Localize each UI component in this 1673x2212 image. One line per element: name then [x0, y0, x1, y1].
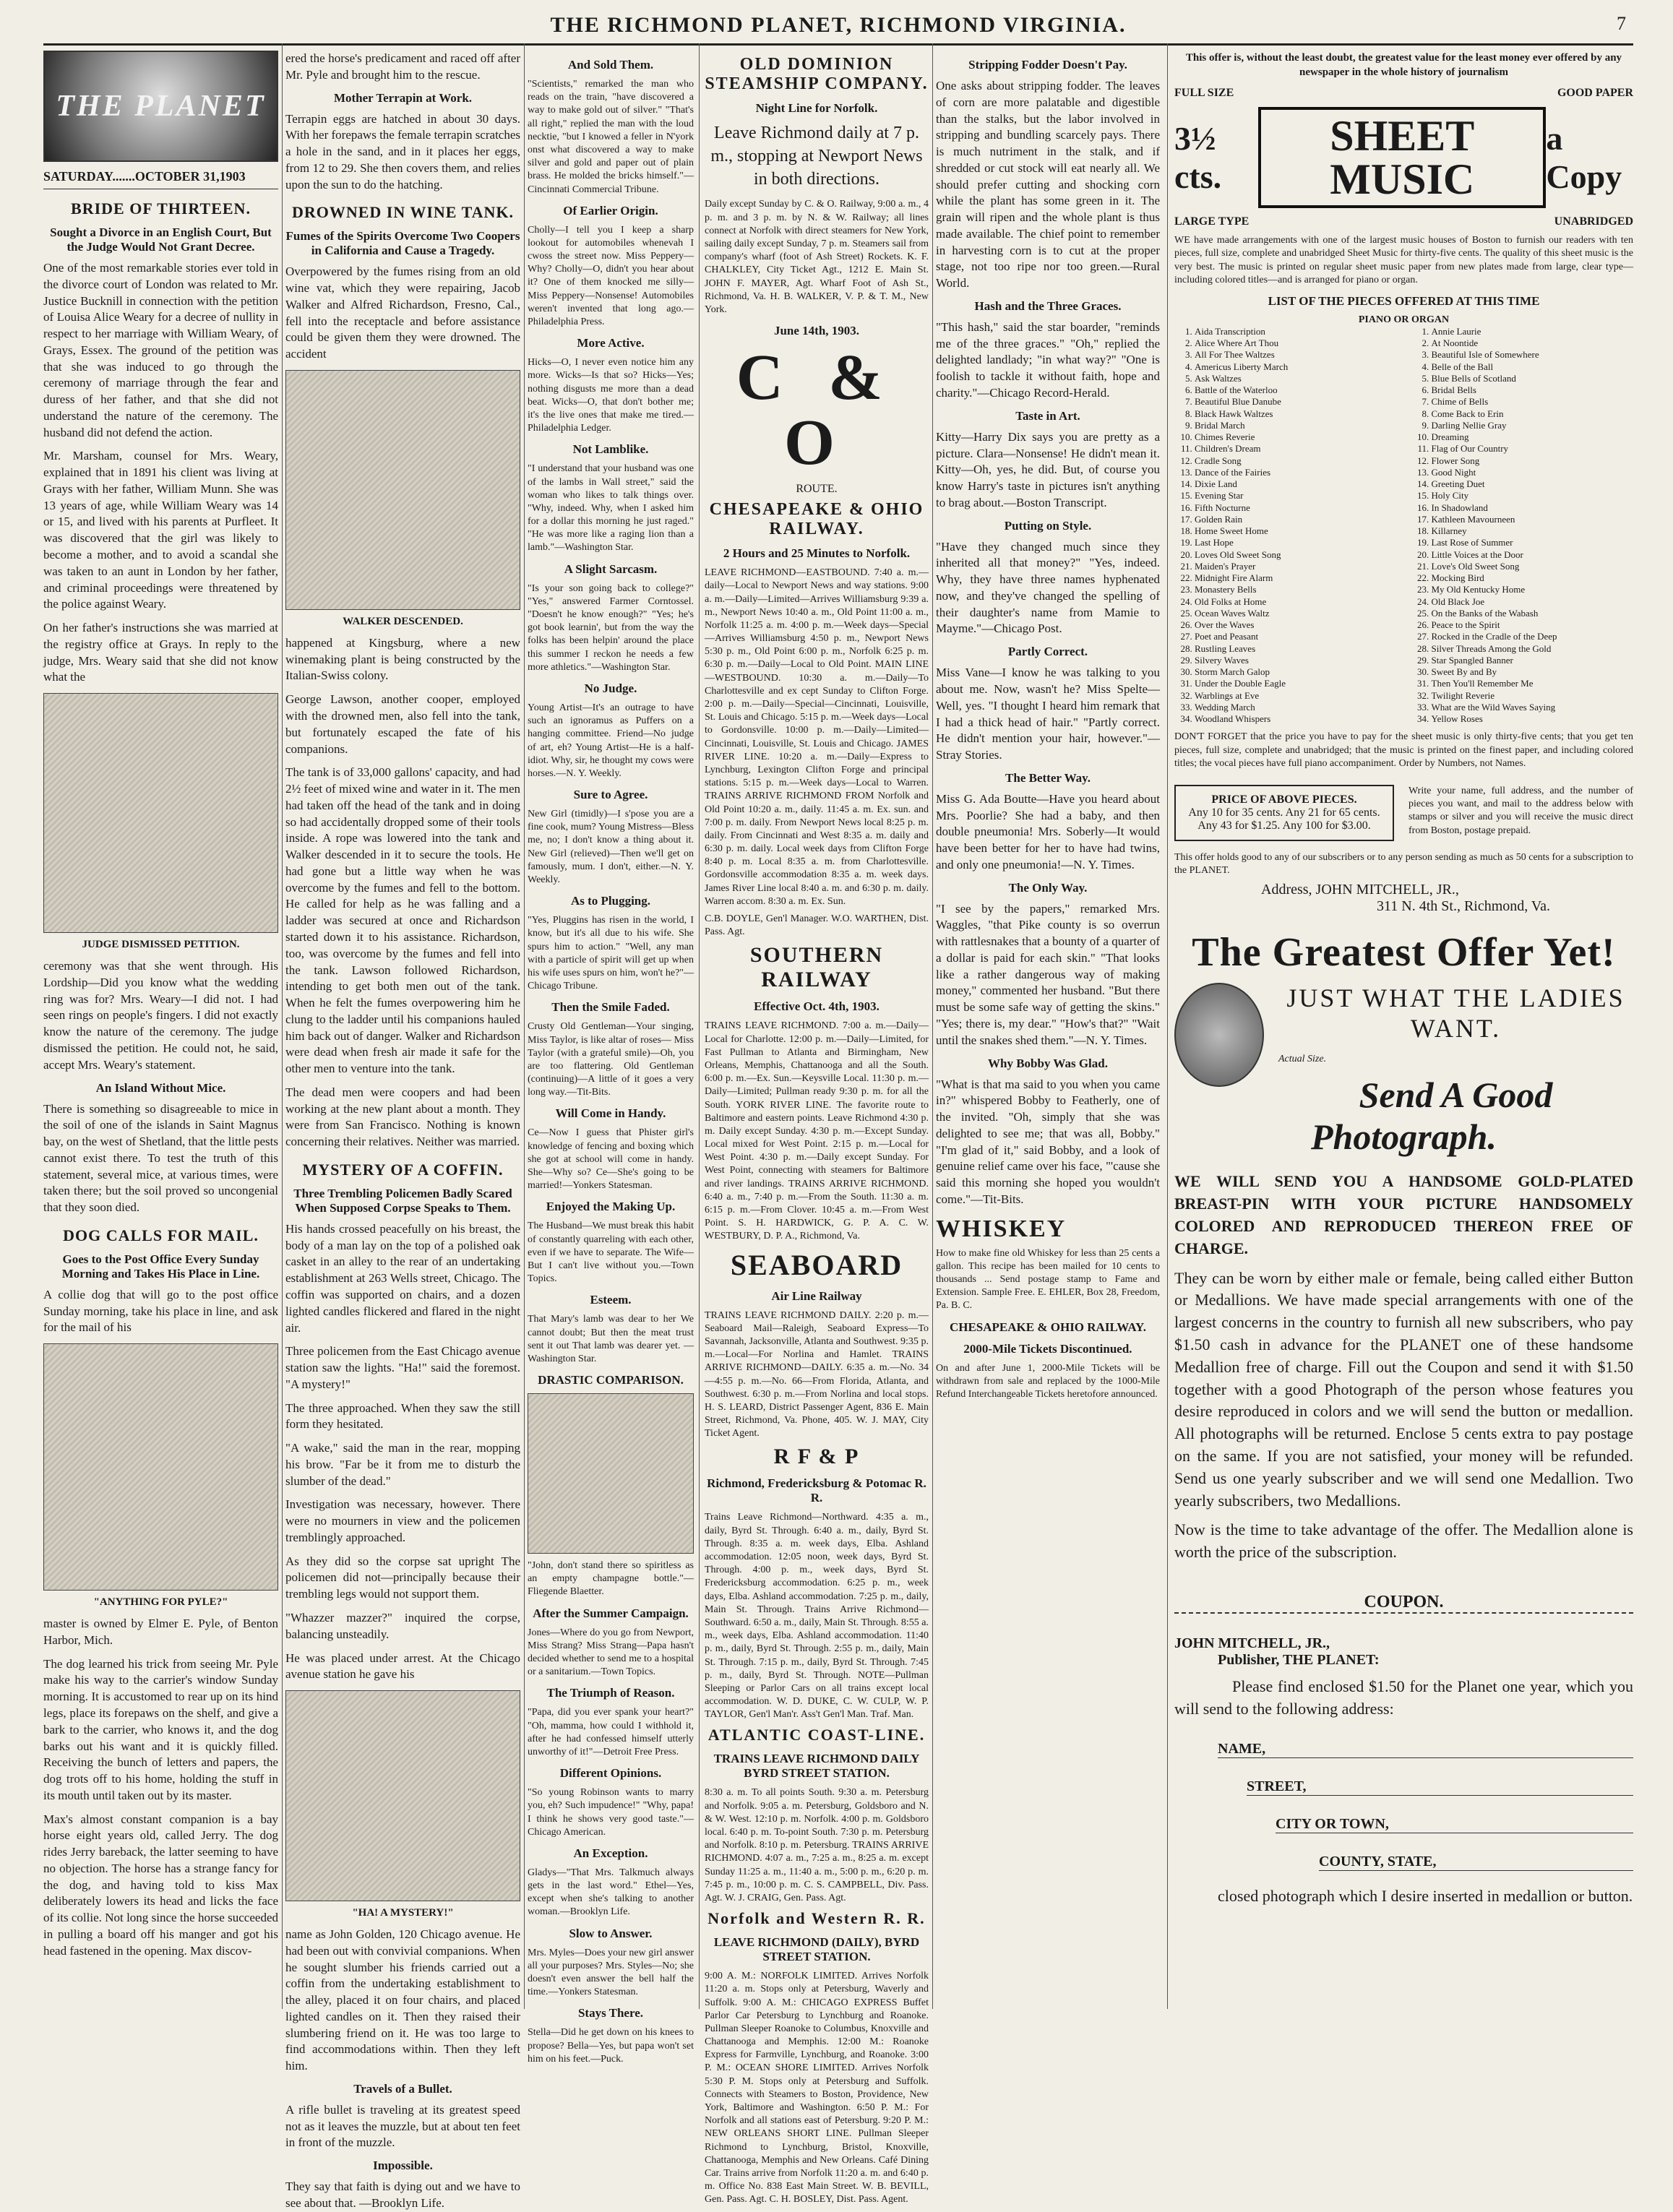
music-list-item: 30. Sweet By and By	[1432, 666, 1634, 678]
subheadline: Fumes of the Spirits Overcome Two Coopers in California and Cause a Tragedy.	[285, 229, 520, 258]
paragraph: "Whazzer mazzer?" inquired the corpse, balancing unsteadily.	[285, 1611, 520, 1641]
planet-logo	[43, 51, 278, 162]
music-list-item: 22. Mocking Bird	[1432, 572, 1634, 584]
coupon-end: closed photograph which I desire inserted in medallion or button.	[1218, 1886, 1633, 1905]
whiskey-title: WHISKEY	[936, 1215, 1067, 1242]
music-list-item: 5. Blue Bells of Scotland	[1432, 373, 1634, 384]
paragraph: "This hash," said the star boarder, "reminds me of the three graces." "Oh," replied the delighted landlady; "in what way?" "One is foolish to tackle it without faith, hope and charity."—Chicago Record-Herald.	[936, 319, 1160, 400]
column-divider	[1167, 43, 1168, 2009]
subheadline: Three Trembling Policemen Badly Scared When Supposed Corpse Speaks to Them.	[293, 1186, 512, 1215]
write-note: Write your name, full address, and the number of pieces you want, and mail to the address below with stamps or silver and you will receive the music direct from Boston, postage prepaid.	[1408, 786, 1633, 836]
joke-title: Sure to Agree.	[573, 788, 648, 802]
column-1	[43, 51, 278, 2009]
masthead-title: THE RICHMOND PLANET, RICHMOND VIRGINIA.	[550, 13, 1127, 37]
music-list-item: 15. Evening Star	[1195, 490, 1397, 502]
paragraph: One of the most remarkable stories ever told in the divorce court of London was related to Mr. Justice Bucknill in connection with the petition of Louisa Alice Weary for a decree of nullity in respect to her marriage with William Weary, of Grays, Essex. The ground of the petition was that she was induced to go through the ceremony of marriage through the fear and duress of her father, and that she did not understand the nature of the ceremony. The husband did not defend the action.	[43, 261, 278, 439]
paragraph: Miss Vane—I know he was talking to you about me. Now, wasn't he? Miss Spelte—Well, yes. "I thought I heard him remark that I had a thick head of hair." "Partly correct. He didn't mention your hair, however."—Stray Stories.	[936, 666, 1160, 762]
headline: Impossible.	[373, 2159, 433, 2173]
headline: DOG CALLS FOR MAIL.	[63, 1226, 259, 1244]
paragraph: His hands crossed peacefully on his breast, the body of a man lay on the top of a polished oak casket in an alley to the rear of an undertaking establishment at 263 Wells street, Chicago. The coffin was supported on chairs, and a dozen lighted candles flickered and flared in the night air.	[285, 1221, 520, 1335]
offer-photo-heading: Send A Good Photograph.	[1310, 1075, 1553, 1158]
schedule-date: June 14th, 1903.	[773, 324, 860, 338]
music-list-item: 4. Belle of the Ball	[1432, 361, 1634, 373]
co-route: ROUTE.	[796, 483, 838, 496]
notice-subtitle: 2000-Mile Tickets Discontinued.	[963, 1341, 1132, 1356]
price-label: 3½ cts.	[1174, 120, 1222, 196]
music-list-item: 18. Killarney	[1432, 525, 1634, 537]
timetable: 8:30 a. m. To all points South. 9:30 a. m. Petersburg and Norfolk. 9:05 a. m. Petersburg, Goldsboro and N. & W. West. 12:10 p. m. Norfolk. 4:00 p. m. Goldsboro local. 6:40 p. m. To-point South. 7:30 p. m. Petersburg and Norfolk. 8:10 p. m. Petersburg. TRAINS ARRIVE RICHMOND. 4:07 a. m., 7:25 a. m., 8:25 a. m. except Sunday 11:25 a. m., 11:40 a. m., 5:00 p. m., 6:20 p. m. 7:45 p. m., 10:00 p. m. C. S. CAMPBELL, Div. Pass. Agt. W. J. CRAIG, Gen. Pass. Agt.	[705, 1787, 929, 1903]
music-list-item: 34. Woodland Whispers	[1195, 713, 1397, 725]
ad-main: Leave Richmond daily at 7 p. m., stopping at Newport News in both directions.	[710, 124, 923, 189]
joke-text: Young Artist—It's an outrage to have such an ignoramus as Puffers on a hanging committee. Friend—No judge of art, eh? Young Artist—He is a half-idiot. Why, sir, he thought my cows were horses.—N. Y. Weekly.	[528, 702, 694, 779]
headline: Mother Terrapin at Work.	[333, 90, 473, 105]
paragraph: A collie dog that will go to the post office Sunday morning, take his place in line, and ask for the mail of his	[43, 1287, 278, 1335]
joke-text: Stella—Did he get down on his knees to propose? Bella—Yes, but papa won't set him on his feet.—Puck.	[528, 2027, 694, 2065]
nw-subtitle: LEAVE RICHMOND (DAILY), BYRD STREET STATION.	[713, 1935, 920, 1964]
column-3	[528, 51, 694, 2065]
joke-title: Stays There.	[577, 2006, 644, 2021]
music-list-item: 21. Maiden's Prayer	[1195, 561, 1397, 572]
price-box	[1174, 785, 1394, 841]
music-list-item: 1. Aida Transcription	[1195, 326, 1397, 337]
coupon-body: Please find enclosed $1.50 for the Planet one year, which you will send to the following address:	[1174, 1677, 1633, 1718]
music-list-item: 7. Chime of Bells	[1432, 396, 1634, 408]
music-list-item: 26. Peace to the Spirit	[1432, 619, 1634, 631]
article-title: Partly Correct.	[1007, 645, 1088, 659]
address-street: 311 N. 4th St., Richmond, Va.	[1377, 898, 1551, 915]
music-list-item: 34. Yellow Roses	[1432, 713, 1634, 725]
rfp-subtitle: Richmond, Fredericksburg & Potomac R. R.	[707, 1476, 926, 1505]
paragraph: A rifle bullet is traveling at its greatest speed not as it leaves the muzzle, but at about ten feet in front of the muzzle.	[285, 2102, 520, 2150]
music-list-item: 11. Flag of Our Country	[1432, 443, 1634, 455]
joke-text: Crusty Old Gentleman—Your singing, Miss Taylor, is like altar of roses— Miss Taylor (with a grateful smile)—Oh, you are too flattering. Old Gentleman (continuing)—A little of it goes a very long way.—Tit-Bits.	[528, 1021, 694, 1098]
article-title: Putting on Style.	[1004, 518, 1092, 533]
offer-body: Now is the time to take advantage of the offer. The Medallion alone is worth the price of the subscription.	[1174, 1520, 1633, 1562]
paragraph: As they did so the corpse sat upright The policemen did not—principally because their trembling legs would not support them.	[285, 1554, 520, 1601]
paragraph: The dead men were coopers and had been working at the new plant about a month. They were from San Francisco. Nothing is known concerning their relatives. Neither was married.	[285, 1085, 520, 1149]
joke-title: More Active.	[577, 336, 645, 350]
column-2	[285, 51, 520, 2211]
ad-text: Daily except Sunday by C. & O. Railway, 9:00 a. m., 4 p. m. and 3 p. m. by N. & W. Railway; all lines connect at Norfolk with direct steamers for New York, sailing daily except Sunday, 7 p. m. Steamers sail from company's wharf (foot of Ash Street) Rockets. K. F. CHALKLEY, City Ticket Agt., 1212 E. Main St. JOHN F. MAYER, Agt. Wharf Foot of Ash St., Richmond, Va. H. B. WALKER, V. P. & T. M., New York.	[705, 199, 929, 315]
music-list-item: 25. On the Banks of the Wabash	[1432, 608, 1634, 619]
paragraph: Overpowered by the fumes rising from an old wine vat, which they were repairing, Jacob Walker and Alfred Richardson, Fresno, Cal., fell into the receptacle and before assistance could be given them they were drowned. The accident	[285, 264, 520, 361]
article-title: The Only Way.	[1008, 880, 1088, 895]
paragraph: Mr. Marsham, counsel for Mrs. Weary, explained that in 1891 his client was living at Grays with her father, William Munn. She was 13 years of age, while William Weary was 14 or 15, and lived with his parents at Purfleet. It was discovered that the girl was likely to become a mother, and to avoid a scandal she was taken to an aunt in London by her father, and criminal proceedings were threatened by the police against Weary.	[43, 449, 278, 611]
music-list-item: 9. Darling Nellie Gray	[1432, 420, 1634, 431]
paragraph: Terrapin eggs are hatched in about 30 days. With her forepaws the female terrapin scratches a hole in the sand, and in it places her eggs, from 12 to 29. She then covers them, and relies upon the sun to do the hatching.	[285, 111, 520, 191]
headline: BRIDE OF THIRTEEN.	[71, 199, 251, 218]
coupon-publisher: Publisher, THE PLANET:	[1218, 1651, 1380, 1668]
music-list-item: 23. My Old Kentucky Home	[1432, 584, 1634, 595]
subheadline: Sought a Divorce in an English Court, But the Judge Would Not Grant Decree.	[50, 225, 272, 254]
ad-title: OLD DOMINION STEAMSHIP COMPANY.	[705, 55, 929, 93]
article-title: Stripping Fodder Doesn't Pay.	[968, 58, 1127, 72]
music-list-item: 28. Silver Threads Among the Gold	[1432, 643, 1634, 655]
subscription-note: This offer holds good to any of our subscribers or to any person sending as much as 50 cents for a subscription to the PLANET.	[1174, 852, 1633, 877]
timetable: LEAVE RICHMOND—EASTBOUND. 7:40 a. m.—daily—Local to Newport News and way stations. 9:00 a. m.—Daily—Limited—Arrives Williamsburg 9:39 a. m., Newport News 10:40 a. m., Old Point 11:00 a. m., Norfolk 11:25 a. m. 4:00 p. m.—Week days—Special—Arrives Williamsburg 4:50 p. m., Newport News 5:30 p. m., Old Point 6:00 p. m., Norfolk 6:25 p. m. 6:30 p. m.—Daily—Local to Old Point. MAIN LINE—WESTBOUND. 10:30 a. m.—Daily—To Charlottesville and ex cept Sunday to Clifton Forge. 2:00 p. m.—Daily—Special—Cincinnati, Louisville, St. Louis and Chicago. 5:15 p. m.—Week days—Local to Gordonsville. 10:00 p. m.—Daily—Limited—Cincinnati, Louisville, St. Louis and Chicago. JAMES RIVER LINE. 10:20 a. m.—Daily—Express to Lynchburg, Lexington Clifton Forge and principal stations. 5:15 p. m.—Week days—Local to Warren. TRAINS ARRIVE RICHMOND FROM Norfolk and Old Point 10:20 a. m., daily. 11:45 a. m. Ex. sun. and 7:00 p. m. daily. From Newport News local 8:25 p. m. daily. From Cincinnati and West 8:35 a. m. daily and 6:30 p. m. daily. Local week days from Clifton Forge 8:40 p. m. Local 8:35 a. m. from Charlottesville. Gordonsville accommodation 8:35 a. m. week days. James River Line local 8:40 a. m. and 6:30 p. m. daily. Warren accom. 8:30 a. m. Ex. Sun.	[705, 567, 929, 907]
logo-text: THE PLANET	[56, 90, 266, 123]
whiskey-ad: How to make fine old Whiskey for less than 25 cents a gallon. This recipe has been mailed for 10 cents to thousands ... Send postage stamp to Fame and Extension. Sample Free. E. EHLER, Box 28, Freedom, Pa. B. C.	[936, 1247, 1160, 1312]
music-list-item: 4. Americus Liberty March	[1195, 361, 1397, 373]
music-list-item: 28. Rustling Leaves	[1195, 643, 1397, 655]
sheet-music-intro: WE have made arrangements with one of the largest music houses of Boston to furnish our readers with ten pieces, full size, complete and unabridged Sheet Music for thirty-five cents. The quality of this sheet music is the very best. The music is printed on regular sheet music paper from new plates made from large, clear type—including colored titles—and is arranged for piano or organ.	[1174, 235, 1633, 285]
paragraph: "What is that ma said to you when you came in?" whispered Bobby to Featherly, one of the invited. "Oh, simply that she was delighted to see me; that was all, Bobby." "I'm glad of it," said Bobby, and a look of genuine relief came over his face, "'cause she said this morning she hoped you wouldn't come."—Tit-Bits.	[936, 1077, 1160, 1206]
joke-text: Mrs. Myles—Does your new girl answer all your purposes? Mrs. Styles—No; she doesn't even answer the bell half the time.—Yonkers Statesman.	[528, 1947, 694, 1998]
music-list-item: 27. Poet and Peasant	[1195, 631, 1397, 642]
column-divider	[699, 43, 700, 2009]
joke-text: Ce—Now I guess that Phister girl's knowledge of fencing and boxing which she got at school will come in handy. She—Why so? Ce—She's going to be married!—Yonkers Statesman.	[528, 1127, 694, 1192]
music-list-item: 33. Wedding March	[1195, 702, 1397, 713]
music-list-item: 10. Chimes Reverie	[1195, 431, 1397, 443]
timetable: 9:00 A. M.: NORFOLK LIMITED. Arrives Norfolk 11:20 a. m. Stops only at Petersburg, Waverly and Suffolk. 9:00 A. M.: CHICAGO EXPRESS Buffet Parlor Car Petersburg to Lynchburg and Roanoke. Pullman Sleeper Roanoke to Columbus, Knoxville and Chattanooga and Memphis. 12:00 M.: Roanoke Express for Farmville, Lynchburg, and Roanoke. 3:00 P. M.: OCEAN SHORE LIMITED. Arrives Norfolk 5:30 P. M. Stops only at Petersburg and Suffolk. Connects with Steamers to Boston, Providence, New York, Baltimore and Washington. 6:50 P. M.: For Norfolk and all stations east of Petersburg. 9:20 P. M.: NEW ORLEANS SHORT LINE. Pullman Sleeper Richmond to Lynchburg, Bristol, Knoxville, Chattanooga, Memphis and New Orleans. Café Dining Car. Trains arrive from Norfolk 11:20 a. m. and 6:40 p. m. Office No. 838 East Main Street. W. B. BEVILL, Gen. Pass. Agt. C. H. BOSLEY, Dist. Pass. Agent.	[705, 1971, 929, 2205]
actual-size-label: Actual Size.	[1278, 1054, 1327, 1065]
joke-text: New Girl (timidly)—I s'pose you are a fine cook, mum? Young Mistress—Bless me, no; I don't know a thing about it. New Girl (relieved)—Then we'll get on famously, mum. I don't, either.—N. Y. Weekly.	[528, 809, 694, 885]
joke-title: Esteem.	[590, 1293, 632, 1307]
paragraph: ered the horse's predicament and raced off after Mr. Pyle and brought him to the rescue.	[285, 51, 520, 82]
offer-body: They can be worn by either male or female, being called either Button or Medallions. We have made special arrangements with one of the largest concerns in the country to furnish all new subscribers, who pay $1.50 cash in advance for the PLANET one of these handsome Medallion free of charge. Fill out the Coupon and send it with $1.50 together with a good Photograph of the person whose features you desire reproduced in colors and we will send the button or medallion. All photographs will be returned. Enclose 5 cents extra to pay postage on the same. If you are not satisfied, your money will be refunded. Send us one yearly subscriber and we will send one Medallion. Two yearly subscribers, two Medallions.	[1174, 1268, 1633, 1510]
paragraph: master is owned by Elmer E. Pyle, of Benton Harbor, Mich.	[43, 1617, 278, 1647]
timetable: TRAINS LEAVE RICHMOND DAILY. 2:20 p. m.—Seaboard Mail—Raleigh, Seaboard Express—To Savannah, Jacksonville, Atlanta and Southwest. 9:35 p. m.—Local—For Norlina and Hamlet. TRAINS ARRIVE RICHMOND—DAILY. 6:35 a. m.—No. 34—4:55 p. m.—No. 66—From Florida, Atlanta, and Southwest. 6:30 p. m.—From Norlina and local stops. H. S. LEARD, District Passenger Agent, 836 E. Main Street, Richmond, Va. Phone, 405. W. J. MAY, City Ticket Agent.	[705, 1309, 929, 1439]
caption: JUDGE DISMISSED PETITION.	[82, 939, 240, 951]
music-list-item: 16. In Shadowland	[1432, 502, 1634, 514]
joke-title: Slow to Answer.	[569, 1926, 653, 1940]
joke-title: Of Earlier Origin.	[563, 203, 658, 218]
a-copy-label: a Copy	[1546, 120, 1622, 196]
music-list-item: 15. Holy City	[1432, 490, 1634, 502]
address-block	[1261, 882, 1633, 915]
joke-title: After the Summer Campaign.	[533, 1606, 689, 1620]
music-list-item: 6. Battle of the Waterloo	[1195, 384, 1397, 396]
column-divider	[932, 43, 933, 2009]
music-list-item: 31. Then You'll Remember Me	[1432, 678, 1634, 689]
coffin-illustration	[285, 1690, 520, 1901]
article-title: Why Bobby Was Glad.	[988, 1056, 1108, 1070]
paragraph: Max's almost constant companion is a bay horse eight years old, called Jerry. The dog rides Jerry bareback, the latter seeming to have no objection. The horse has a strange fancy for the dog, and having told to kiss Max deliberately lowers its head and licks the face of its collie. Not long since the horse succeeded in pulling a board off his manger and got his head fastened in the opening. Max discov-	[43, 1812, 278, 1958]
sheet-music-box: SHEET MUSIC	[1258, 107, 1546, 208]
offer-subtitle: JUST WHAT THE LADIES WANT.	[1286, 984, 1625, 1043]
music-list-item: 8. Come Back to Erin	[1432, 408, 1634, 420]
column-divider	[524, 43, 525, 2009]
timetable: TRAINS LEAVE RICHMOND. 7:00 a. m.—Daily—Local for Charlotte. 12:00 p. m.—Daily—Limited, for Fast Pullman to Atlanta and Birmingham, New Orleans, Memphis, Chattanooga and all the South. 6:00 p. m.—Ex. Sun.—Keysville Local. 11:30 p. m.—Daily—Limited; Pullman ready 9:30 p. m. for all the South. YORK RIVER LINE. The favorite route to Baltimore and eastern points. Leave Richmond 4:30 p. m. Daily except Sunday. 4:30 p. m.—Except Sunday. Local mixed for West Point. 2:15 p. m.—Local for West Point. 4:30 p. m.—Daily except Sunday. For West Point, connecting with steamers for Baltimore and river landings. TRAINS ARRIVE RICHMOND. 6:40 a. m., 7:40 p. m.—From the South. 11:30 a. m. 6:15 p. m.—From Clover. 10:45 a. m.—From West Point. S. H. HARDWICK, G. P. A. C. W. WESTBURY, D. P. A., Richmond, Va.	[705, 1020, 929, 1242]
joke-title: Not Lamblike.	[572, 442, 649, 457]
rfp-title: R F & P	[773, 1445, 860, 1469]
page-number: 7	[1617, 13, 1626, 34]
coupon-to: JOHN MITCHELL, JR.,	[1174, 1635, 1330, 1651]
music-list-item: 22. Midnight Fire Alarm	[1195, 572, 1397, 584]
joke-title: As to Plugging.	[570, 894, 651, 908]
co-subtitle: 2 Hours and 25 Minutes to Norfolk.	[723, 546, 911, 561]
paragraph: The tank is of 33,000 gallons' capacity, and had 2½ feet of mixed wine and water in it. The men had taken off the head of the tank and in doing so had accidentally dropped some of their tools inside. A rope was lowered into the tank and Walker descended in it to secure the tools. He had gone but a little way when he was overcome by the fumes and fell to the bottom. He called for help as he was falling and a ladder was secured at once and Richardson started down it to his assistance. Richardson, too, was overcome by the fumes and fell into the tank. Lawson followed Richardson, intending to get both men out of the tank. When he felt the fumes overpowering him he clung to the ladder until his companions hauled him back out of danger. Walker and Richardson were dead when fresh air made it safe for the other men to venture into the tank.	[285, 765, 520, 1076]
joke-text: The Husband—We must break this habit of constantly quarreling with each other, even if we have to separate. The Wife—But I can't live without you.—Town Topics.	[528, 1221, 694, 1285]
coupon-name-field[interactable]: NAME,	[1218, 1741, 1633, 1758]
music-list-item: 20. Loves Old Sweet Song	[1195, 549, 1397, 561]
judge-illustration	[43, 693, 278, 933]
joke-title: Different Opinions.	[559, 1766, 662, 1781]
dog-illustration	[43, 1343, 278, 1591]
acl-title: ATLANTIC COAST-LINE.	[708, 1726, 926, 1744]
coupon-header: COUPON.	[1174, 1593, 1633, 1614]
music-list-item: 2. Alice Where Art Thou	[1195, 337, 1397, 349]
notice-title: CHESAPEAKE & OHIO RAILWAY.	[949, 1320, 1147, 1334]
joke-text: "I understand that your husband was one of the lambs in Wall street," said the woman who likes to talk things over. "Why, indeed. Why, when I asked him for a dollar this morning he just raged." "He was more like a raging lion than a lamb."—Washington Star.	[528, 463, 694, 554]
joke-text: Hicks—O, I never even notice him any more. Wicks—Is that so? Hicks—Yes; nothing disgusts me more than a dead beat. Wicks—O, that don't bother me; it's the live ones that make me tired.—Philadelphia Ledger.	[528, 357, 694, 434]
music-list-item: 12. Cradle Song	[1195, 455, 1397, 467]
caption: "HA! A MYSTERY!"	[352, 1907, 454, 1919]
joke-title: Will Come in Handy.	[555, 1106, 666, 1121]
cartoon-caption: "John, don't stand there so spiritless as an empty champagne bottle."—Fliegende Blaetter.	[528, 1560, 694, 1598]
notice-text: On and after June 1, 2000-Mile Tickets will be withdrawn from sale and replaced by the 1000-Mile Refund Interchangeable Tickets heretofore announced.	[936, 1362, 1160, 1400]
caption: WALKER DESCENDED.	[343, 615, 463, 627]
joke-text: Cholly—I tell you I keep a sharp lookout for automobiles whenevah I cwoss the street now. Miss Peppery—Why? Cholly—O, didn't you hear about it? One of them knocked me silly— Miss Peppery—Nonsense! Automobiles weren't invented that long ago.—Philadelphia Press.	[528, 224, 694, 327]
coupon-county-field[interactable]: COUNTY, STATE,	[1319, 1854, 1633, 1871]
headline: MYSTERY OF A COFFIN.	[302, 1160, 504, 1179]
offer-title: The Greatest Offer Yet!	[1192, 930, 1616, 976]
paragraph: There is something so disagreeable to mice in the soil of one of the islands in Saint Magnus bay, on the west of Shetland, that the little pests cannot exist there. To test the truth of this statement, several mice, at various times, were taken there; but the soil proved so uncongenial that they soon died.	[43, 1101, 278, 1215]
ad-subtitle: Night Line for Norfolk.	[755, 101, 878, 115]
column-divider	[282, 43, 283, 2009]
paragraph: Three policemen from the East Chicago avenue station saw the lights. "Ha!" said the foremost. "A mystery!"	[285, 1344, 520, 1391]
price-box-title: PRICE OF ABOVE PIECES.	[1211, 793, 1357, 806]
price-box-text: Any 10 for 35 cents. Any 21 for 65 cents. Any 43 for $1.25. Any 100 for $3.00.	[1188, 806, 1380, 832]
list-title: LIST OF THE PIECES OFFERED AT THIS TIME	[1268, 293, 1540, 308]
paragraph: The three approached. When they saw the still form they hesitated.	[285, 1400, 520, 1432]
schedule-date: Effective Oct. 4th, 1903.	[754, 999, 879, 1014]
column-4	[705, 51, 929, 2205]
timetable: Trains Leave Richmond—Northward. 4:35 a. m., daily, Byrd St. Through. 6:40 a. m., daily, Byrd St. Through. 8:35 a. m. week days, Elba. Ashland accommodation. 12:05 noon, week days, Byrd St. Through. 4:00 p. m., week days, Byrd St. Fredericksburg accommodation. 6:25 p. m., week days, Elba. Ashland accommodation. 7:25 p. m., daily, Main St. Through. Trains Arrive Richmond—Southward. 6:50 a. m., daily, Main St. Through. 8:55 a. m., week days, Elba. Ashland accommodation. 11:40 p. m., daily, Byrd St. Through. 2:55 p. m., daily, Main St. Through. 7:15 p. m., daily, Byrd St. Through. 7:45 p. m., daily, Byrd St. Through. NOTE—Pullman Sleeping or Parlor Cars on all trains except local accommodation. W. D. DUKE, C. W. CULP, W. P. TAYLOR, Gen'l Man'r. Ass't Gen'l Man. Traf. Man.	[705, 1512, 929, 1721]
paragraph: Investigation was necessary, however. There were no mourners in view and the policemen tremblingly approached.	[285, 1497, 520, 1544]
masthead	[43, 7, 1633, 46]
joke-title: The Triumph of Reason.	[546, 1686, 675, 1700]
music-list-item: 29. Silvery Waves	[1195, 655, 1397, 666]
music-list-item: 21. Love's Old Sweet Song	[1432, 561, 1634, 572]
joke-text: "Yes, Pluggins has risen in the world, I know, but it's all due to his wife. She spurs him to action." "Well, any man with a particle of spirit will get up when his wife uses spurs on him, won't he?"—Chicago Tribune.	[528, 915, 694, 992]
paragraph: George Lawson, another cooper, employed with the drowned men, also fell into the tank, but fortunately escaped the fate of his companions.	[285, 692, 520, 756]
music-list-item: 27. Rocked in the Cradle of the Deep	[1432, 631, 1634, 642]
music-list-item: 19. Last Rose of Summer	[1432, 537, 1634, 548]
paragraph: Miss G. Ada Boutte—Have you heard about Mrs. Poorlie? She had a baby, and then double pneumonia! Mrs. Soberly—It would have been better for her to have had twins, and only one pneumonia!—N. Y. Times.	[936, 791, 1160, 872]
paragraph: "I see by the papers," remarked Mrs. Waggles, "that Pike county is so overrun with rattlesnakes that a bounty of a quarter of a dollar is paid for each skin." "That looks like a rather dangerous way of making money," commented her husband. "But there must be some safe way of getting the skins." "Yes; there is, my dear." "How's that?" "Wait until the snakes shed them."—N. Y. Times.	[936, 901, 1160, 1047]
joke-text: That Mary's lamb was dear to her We cannot doubt; But then the meat trust sent it out That lamb was dearer yet. —Washington Star.	[528, 1314, 694, 1364]
joke-text: "So young Robinson wants to marry you, eh? Such impudence!" "Why, papa! I think he shows very good taste."—Chicago American.	[528, 1787, 694, 1838]
music-list	[1174, 326, 1633, 726]
seaboard-title: SEABOARD	[730, 1248, 903, 1281]
music-list-item: 31. Under the Double Eagle	[1195, 678, 1397, 689]
seaboard-subtitle: Air Line Railway	[771, 1288, 862, 1303]
signature: C.B. DOYLE, Gen'l Manager. W.O. WARTHEN, Dist. Pass. Agt.	[705, 913, 929, 938]
paragraph: The dog learned his trick from seeing Mr. Pyle make his way to the carrier's window Sunday morning. It is accustomed to rear up on its hind legs, place its forepaws on the shelf, and give a bark to the carrier, who knows it, and the dog barks out his want and it is quickly filled. Receiving the bunch of letters and papers, the dog trots off to his home, holding the stuff in its mouth until taken out by its master.	[43, 1656, 278, 1802]
dont-forget-note: DON'T FORGET that the price you have to pay for the sheet music is only thirty-five cents; that you get ten pieces, full size, complete and unabridged; that the music is printed on the finest paper, and including colored titles; the vocal pieces have full piano accompaniment. Order by Numbers, not Names.	[1174, 731, 1633, 769]
offer-lead: WE WILL SEND YOU A HANDSOME GOLD-PLATED BREAST-PIN WITH YOUR PICTURE HANDSOMELY COLORED AND REPRODUCED THEREON FREE OF CHARGE.	[1174, 1172, 1633, 1257]
coupon-city-field[interactable]: CITY OR TOWN,	[1276, 1816, 1633, 1833]
paragraph: "Have they changed much since they inherited all that money?" "Yes, indeed. Why, they have three names hyphenated now, and they've changed the spelling of their daughter's name from Mamie to Mayme."—Chicago Post.	[936, 539, 1160, 636]
music-list-item: 5. Ask Waltzes	[1195, 373, 1397, 384]
music-list-item: 2. At Noontide	[1432, 337, 1634, 349]
good-paper-label: GOOD PAPER	[1557, 87, 1633, 100]
music-list-item: 8. Black Hawk Waltzes	[1195, 408, 1397, 420]
paragraph: ceremony was that she went through. His Lordship—Did you know what the wedding ring was for? Mrs. Weary—I did not. I had seen rings on people's fingers. I did not exactly know the nature of the ceremony. The judge dismissed the petition. He could not, he said, accept Mrs. Weary's statement.	[43, 959, 278, 1072]
unabridged-label: UNABRIDGED	[1554, 215, 1633, 228]
dateline: SATURDAY.......OCTOBER 31,1903	[43, 169, 278, 189]
joke-text: "Scientists," remarked the man who reads on the train, "have discovered a way to make gold out of silver." "That's all right," replied the man with the loud necktie, "but I knowed a feller in N'york onst what discovered a way to make silver and gold and paper out of plain brass. He molded the bricks himself."—Cincinnati Commercial Tribune.	[528, 79, 694, 195]
subheadline: Goes to the Post Office Every Sunday Morning and Takes His Place in Line.	[61, 1252, 260, 1281]
joke-title: An Exception.	[573, 1846, 648, 1860]
music-list-item: 16. Fifth Nocturne	[1195, 502, 1397, 514]
joke-text: "Is your son going back to college?" "Yes," answered Farmer Corntossel. "Doesn't he know enough?" "Yes; he's got book learnin', but from the way the folks has been helpin' around the place this summer I reckon he needs a few more athletics."—Washington Star.	[528, 582, 694, 673]
address-label: Address,	[1261, 882, 1312, 898]
article-title: Taste in Art.	[1015, 408, 1080, 423]
co-logo: C & O	[736, 342, 898, 479]
joke-title: Enjoyed the Making Up.	[546, 1200, 676, 1214]
joke-title: A Slight Sarcasm.	[564, 561, 658, 576]
paragraph: Kitty—Harry Dix says you are pretty as a picture. Clara—Nonsense! He didn't mean it. Kitty—Oh, yes, he did. But, of course you know Harry's taste in pictures isn't anything to brag about.—Boston Transcript.	[936, 429, 1160, 509]
paragraph: "A wake," said the man in the rear, mopping his brow. "Far be it from me to disturb the slumber of the dead."	[285, 1441, 520, 1488]
cartoon-title: DRASTIC COMPARISON.	[538, 1373, 684, 1387]
music-list-item: 9. Bridal March	[1195, 420, 1397, 431]
headline: An Island Without Mice.	[95, 1080, 226, 1095]
paragraph: He was placed under arrest. At the Chicago avenue station he gave his	[285, 1651, 520, 1682]
caption: "ANYTHING FOR PYLE?"	[93, 1596, 228, 1609]
music-list-item: 3. All For Thee Waltzes	[1195, 349, 1397, 361]
music-list-item: 26. Over the Waves	[1195, 619, 1397, 631]
music-list-item: 24. Old Black Joe	[1432, 596, 1634, 608]
joke-title: No Judge.	[584, 681, 637, 695]
acl-subtitle: TRAINS LEAVE RICHMOND DAILY BYRD STREET STATION.	[713, 1752, 920, 1781]
music-list-item: 13. Dance of the Fairies	[1195, 467, 1397, 478]
joke-text: Jones—Where do you go from Newport, Miss Strang? Miss Strang—Papa hasn't decided whether to send me to a hospital or a sanitarium.—Town Topics.	[528, 1627, 694, 1678]
joke-text: "Papa, did you ever spank your heart?" "Oh, mamma, how could I withhold it, after he had confessed himself utterly unworthy of it!"—Detroit Free Press.	[528, 1707, 694, 1757]
paragraph: They say that faith is dying out and we have to see about that. —Brooklyn Life.	[285, 2179, 520, 2211]
full-size-label: FULL SIZE	[1174, 87, 1234, 100]
portrait-block	[1174, 983, 1633, 1158]
southern-railway-title: SOUTHERN RAILWAY	[749, 943, 884, 992]
article-title: Hash and the Three Graces.	[974, 298, 1122, 313]
column-6	[1174, 51, 1633, 2009]
music-list-item: 7. Beautiful Blue Danube	[1195, 396, 1397, 408]
article-title: The Better Way.	[1005, 770, 1091, 785]
music-list-item: 24. Old Folks at Home	[1195, 596, 1397, 608]
music-list-item: 12. Flower Song	[1432, 455, 1634, 467]
music-list-item: 17. Kathleen Mavourneen	[1432, 514, 1634, 525]
music-list-item: 3. Beautiful Isle of Somewhere	[1432, 349, 1634, 361]
music-list-item: 23. Monastery Bells	[1195, 584, 1397, 595]
large-type-label: LARGE TYPE	[1174, 215, 1250, 228]
wine-tank-illustration	[285, 370, 520, 610]
joke-text: Gladys—"That Mrs. Talkmuch always gets in the last word." Ethel—Yes, except when she's talking to another woman.—Brooklyn Life.	[528, 1867, 694, 1918]
portrait-medallion-icon	[1174, 983, 1264, 1087]
nw-title: Norfolk and Western R. R.	[708, 1909, 926, 1928]
music-list-item: 14. Greeting Duet	[1432, 478, 1634, 490]
paragraph: name as John Golden, 120 Chicago avenue. He had been out with convivial companions. When he sought slumber his friends carried out a coffin from the undertaking establishment to the alley, placed it on four chairs, and placed lighted candles on it. Then they raised their slumbering friend on it. He was too large to find accommodations within. Then they left him.	[285, 1927, 520, 2073]
music-list-item: 11. Children's Dream	[1195, 443, 1397, 455]
sheet-music-banner	[1174, 107, 1633, 208]
music-list-item: 30. Storm March Galop	[1195, 666, 1397, 678]
music-list-right	[1411, 326, 1634, 726]
joke-title: Then the Smile Faded.	[551, 1000, 670, 1015]
music-list-item: 20. Little Voices at the Door	[1432, 549, 1634, 561]
music-list-item: 32. Warblings at Eve	[1195, 690, 1397, 702]
music-list-item: 17. Golden Rain	[1195, 514, 1397, 525]
music-list-item: 18. Home Sweet Home	[1195, 525, 1397, 537]
cartoon-illustration	[528, 1393, 694, 1554]
music-list-item: 29. Star Spangled Banner	[1432, 655, 1634, 666]
column-5	[936, 51, 1160, 2009]
music-list-item: 32. Twilight Reverie	[1432, 690, 1634, 702]
music-list-left	[1174, 326, 1397, 726]
co-name: CHESAPEAKE & OHIO RAILWAY.	[709, 500, 924, 539]
music-list-item: 14. Dixie Land	[1195, 478, 1397, 490]
list-subtitle: PIANO OR ORGAN	[1358, 314, 1450, 325]
music-list-item: 6. Bridal Bells	[1432, 384, 1634, 396]
paragraph: On her father's instructions she was married at the registry office at Grays. In reply to the judge, Mrs. Weary said that she did not know what the	[43, 621, 278, 684]
headline: Travels of a Bullet.	[353, 2081, 452, 2096]
music-list-item: 1. Annie Laurie	[1432, 326, 1634, 337]
music-list-item: 25. Ocean Waves Waltz	[1195, 608, 1397, 619]
music-list-item: 33. What are the Wild Waves Saying	[1432, 702, 1634, 713]
paragraph: One asks about stripping fodder. The leaves of corn are more palatable and digestible than the stalks, but the labor involved in stripping and bundling scarcely pays. There is much nutriment in the stalk, and if shredded or cut stock will eat nearly all. We should prefer cutting and shocking corn while the plant has some green in it. The grain will ripen and the whole plant is thus made available. The chief point to remember in harvesting corn is to cut at the proper stage, not too ripe nor too green.—Rural World.	[936, 79, 1160, 291]
coupon-street-field[interactable]: STREET,	[1247, 1778, 1633, 1796]
joke-title: And Sold Them.	[567, 58, 654, 72]
music-list-item: 10. Dreaming	[1432, 431, 1634, 443]
music-list-item: 13. Good Night	[1432, 467, 1634, 478]
music-list-item: 19. Last Hope	[1195, 537, 1397, 548]
paragraph: happened at Kingsburg, where a new winemaking plant is being constructed by the Italian-Swiss colony.	[285, 635, 520, 683]
offer-intro-line: This offer is, without the least doubt, the greatest value for the least money ever offered by any newspaper in the whole history of journalism	[1185, 52, 1622, 79]
headline: DROWNED IN WINE TANK.	[291, 203, 515, 222]
address-name: JOHN MITCHELL, JR.,	[1315, 882, 1459, 898]
